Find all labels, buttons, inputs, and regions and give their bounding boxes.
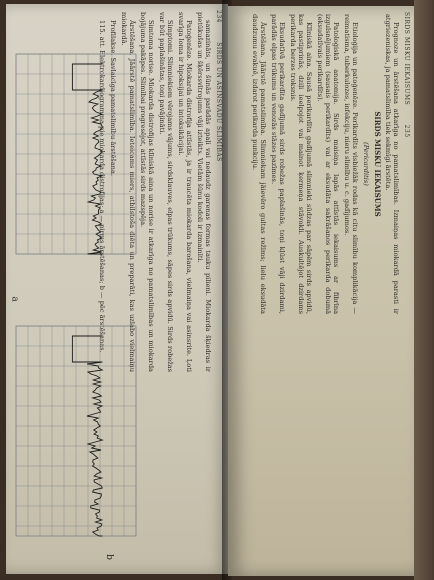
right-page-text <box>248 14 400 314</box>
ecg-figure-a <box>12 50 140 260</box>
left-paragraph: Ārstēšana. Jāārstē pamatslimība. Ieteicams miers, atbilstoša diēta un preparāti, kas uzlabo vielmaiņu miokardā. <box>120 12 136 372</box>
right-paragraph: Klīniskā aina. Sausā perikardīta gadījumā slimnieki sūdzas par sāpēm sirds apvidū, kas pastiprinās, dziļi ieelpojot vai mainot ķermeņa stāvokli. Auskultējot dzirdams perikarda berzes troksnis. <box>289 14 313 314</box>
left-paragraph: Patoģenēze. Miokarda distrofija attīstās, ja ir traucēta miokarda barošana, vielmaiņa vai asinsrite. Ļoti svarīga loma ir hipoksijai un intoksikācijai. <box>177 12 193 372</box>
left-paragraph: Simptomi. Slimniekiem vērojams vājums, sirdsklauves, elpas trūkums, sāpes sirds apvidū. Sirds robežas var būt paplašinātas, toņi pavājināti. <box>158 12 174 372</box>
figure-label-b: b <box>103 554 114 560</box>
section-heading: SIRDS MISKU IEKAISUMS <box>373 111 382 217</box>
left-paragraph: Profilakse. Savlaicīga pamatslimību ārstēšana. <box>109 20 117 176</box>
right-paragraph: Ārstēšana. Jāārstē pamatslimība. Slimniekam jāievēro gultas režīms; lielu eksudāta daudzumu evakuē, izdarot perikarda punkciju. <box>251 14 267 314</box>
left-page <box>6 4 228 574</box>
left-paragraph: Simtoma norise. Miokarda distrofijas klīniskā aina un norise ir atkarīga no pamatslimības un miokarda bojājuma pakāpes. Slimībai progresējot, attīstās sirds mazspēja. <box>139 12 155 372</box>
right-intro-paragraph: Prognoze un ārstēšana atkarīga no pamatslimības. Izmaiņas miokardā parasti ir atgriezeniskas, ja pamatslimība tiek sekmīgi ārstēta. <box>384 14 400 314</box>
table-surface <box>414 0 434 580</box>
ecg-figure-b <box>12 322 140 542</box>
right-paragraph: Eksudatīvā perikardīta gadījumā sirds robežas paplašinās, toņi kļūst vāji dzirdami, parādās elpas trūkums un venozās stāzes pazīmes. <box>270 14 286 314</box>
left-paragraph: samazināts, un šūnās parādās apaļi vai nedaudz garenas formas tauku pilieni. Miokarda šķiedras ir pietūkušas un šķērssvītrojums vāji izteikts. Vietām šūnu kodoli ir izmainīti. <box>196 12 212 372</box>
right-running-head <box>403 12 410 138</box>
ecg-gridlines-b <box>16 326 136 536</box>
right-running-head-text: SIRDS MISKU IEKAISUMS <box>403 12 410 106</box>
ecg-trace-a <box>72 64 102 254</box>
ecg-gridlines-a <box>16 54 136 254</box>
left-page-number: 234 <box>215 10 222 23</box>
figure-caption: 115. att. Elektrokardiogramma pie miokarda distrofijas: a — pirms ārstēšanas; b — pēc ārstēšanas. <box>98 20 106 353</box>
right-paragraph: Patoloģiskā anatomija. Sirds maisiņa lapās attīstās iekaisums ar fibrīna izgulsnējumiem (sausais perikardīts) vai ar eksudāta sakrāšanos perikarda dobumā (eksudatīvais perikardīts). <box>316 14 340 314</box>
left-running-head <box>215 10 222 162</box>
left-running-head-text: SIRDS UN ASINSVADU SLIMĪBAS <box>215 42 222 162</box>
figure-label-a: a <box>9 296 20 302</box>
right-page-number: 235 <box>403 124 410 138</box>
section-subheading: (Pericarditis) <box>362 142 370 186</box>
right-page <box>228 6 414 576</box>
right-paragraph: Etioloģija un patoģenēze. Perikardīts visbiežāk rodas kā citu slimību komplikācija — reimatisma, tuberkulozes, infekciju, nieru slimību u. c. gadījumos. <box>343 14 359 314</box>
